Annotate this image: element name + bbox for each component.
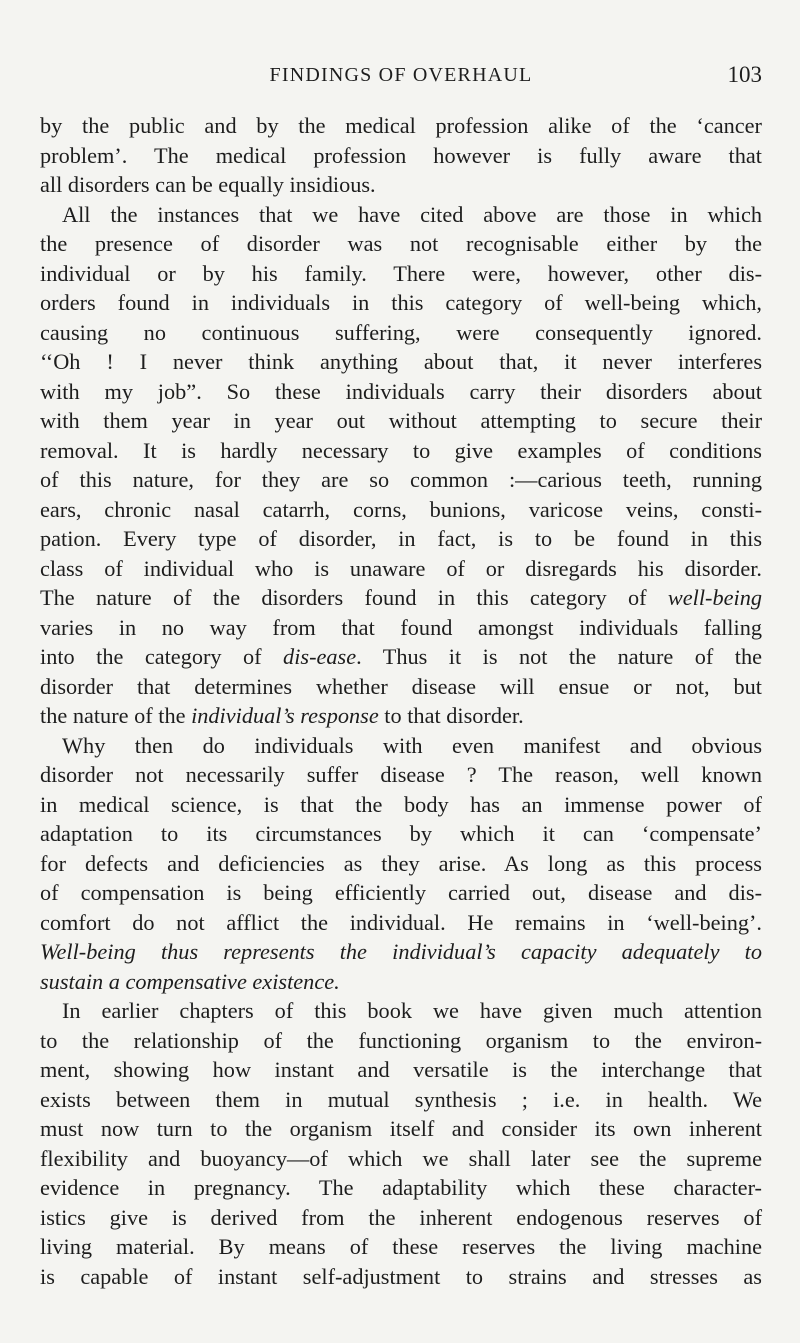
text-line: all disorders can be equally insidious.	[40, 172, 376, 197]
text-line	[40, 701, 762, 731]
italic-term-individuals-response: individual’s response	[191, 703, 379, 728]
text-line: individual or by his family. There were, however, other dis-	[40, 260, 762, 286]
text-line: with them year in year out without attempting to secure their	[40, 408, 762, 433]
italic-term-well-being: well-being	[667, 585, 762, 610]
page-number: 103	[727, 62, 762, 87]
text-line: adaptation to its circumstances by which it can ‘compensate’	[40, 821, 762, 846]
text-line: to the relationship of the functioning organism to the environ-	[40, 1027, 762, 1053]
text-line: evidence in pregnancy. The adaptability which these character-	[40, 1175, 762, 1200]
paragraph-start-line: Why then do individuals with even manifest and obvious	[62, 732, 762, 758]
text-line: of this nature, for they are so common :—carious teeth, running	[40, 467, 762, 492]
text-line	[40, 967, 762, 997]
line-text: to that disorder.	[378, 703, 524, 728]
text-line: must now turn to the organism itself and consider its own inherent	[40, 1116, 762, 1141]
text-line: problem’. The medical profession however is fully aware that	[40, 142, 762, 168]
text-line	[40, 583, 762, 613]
text-line: flexibility and buoyancy—of which we shall later see the supreme	[40, 1145, 762, 1171]
text-line: disorder not necessarily suffer disease ? The reason, well known	[40, 762, 762, 787]
line-text: the nature of the	[40, 703, 192, 728]
body-text	[40, 111, 762, 1291]
running-title: FINDINGS OF OVERHAUL	[269, 64, 533, 86]
text-line: class of individual who is unaware of or disregards his disorder.	[40, 555, 762, 581]
italic-statement: sustain a compensative existence.	[40, 968, 340, 994]
text-line: ‘‘Oh ! I never think anything about that, it never interferes	[40, 349, 762, 374]
text-line: pation. Every type of disorder, in fact, is to be found in this	[40, 526, 762, 551]
text-line	[40, 642, 762, 672]
italic-statement: Well-being thus represents the individual’s capacity adequately to	[40, 939, 762, 964]
text-line: the presence of disorder was not recognisable either by the	[40, 231, 762, 256]
text-line: of compensation is being efficiently carried out, disease and dis-	[40, 880, 762, 905]
text-line: causing no continuous suffering, were consequently ignored.	[40, 319, 762, 345]
text-line: exists between them in mutual synthesis ; i.e. in health. We	[40, 1086, 762, 1112]
text-line: in medical science, is that the body has an immense power of	[40, 791, 762, 817]
text-line: by the public and by the medical profession alike of the ‘cancer	[40, 113, 762, 138]
text-line: istics give is derived from the inherent endogenous reserves of	[40, 1204, 762, 1230]
text-line: is capable of instant self-adjustment to strains and stresses as	[40, 1263, 762, 1289]
text-line: varies in no way from that found amongst individuals falling	[40, 614, 762, 640]
line-text: . Thus it is not the nature of the	[356, 644, 762, 669]
text-line: comfort do not afflict the individual. He remains in ‘well-being’.	[40, 909, 762, 935]
text-line: for defects and deficiencies as they arise. As long as this process	[40, 850, 762, 876]
text-line: ears, chronic nasal catarrh, corns, bunions, varicose veins, consti-	[40, 496, 762, 522]
text-line: living material. By means of these reserves the living machine	[40, 1234, 762, 1259]
text-line: removal. It is hardly necessary to give examples of conditions	[40, 437, 762, 463]
text-line: orders found in individuals in this category of well-being which,	[40, 290, 762, 315]
text-line: ment, showing how instant and versatile is the interchange that	[40, 1057, 762, 1082]
italic-term-dis-ease: dis-ease	[283, 644, 357, 669]
line-text: into the category of	[40, 644, 284, 669]
text-line: disorder that determines whether disease will ensue or not, but	[40, 673, 762, 699]
paragraph-start-line: In earlier chapters of this book we have given much attention	[62, 998, 762, 1023]
text-line	[40, 937, 762, 967]
paragraph-start-line: All the instances that we have cited above are those in which	[62, 201, 762, 227]
running-head	[40, 62, 762, 92]
line-text: The nature of the disorders found in this category of	[40, 585, 668, 610]
text-line: with my job”. So these individuals carry their disorders about	[40, 378, 762, 404]
